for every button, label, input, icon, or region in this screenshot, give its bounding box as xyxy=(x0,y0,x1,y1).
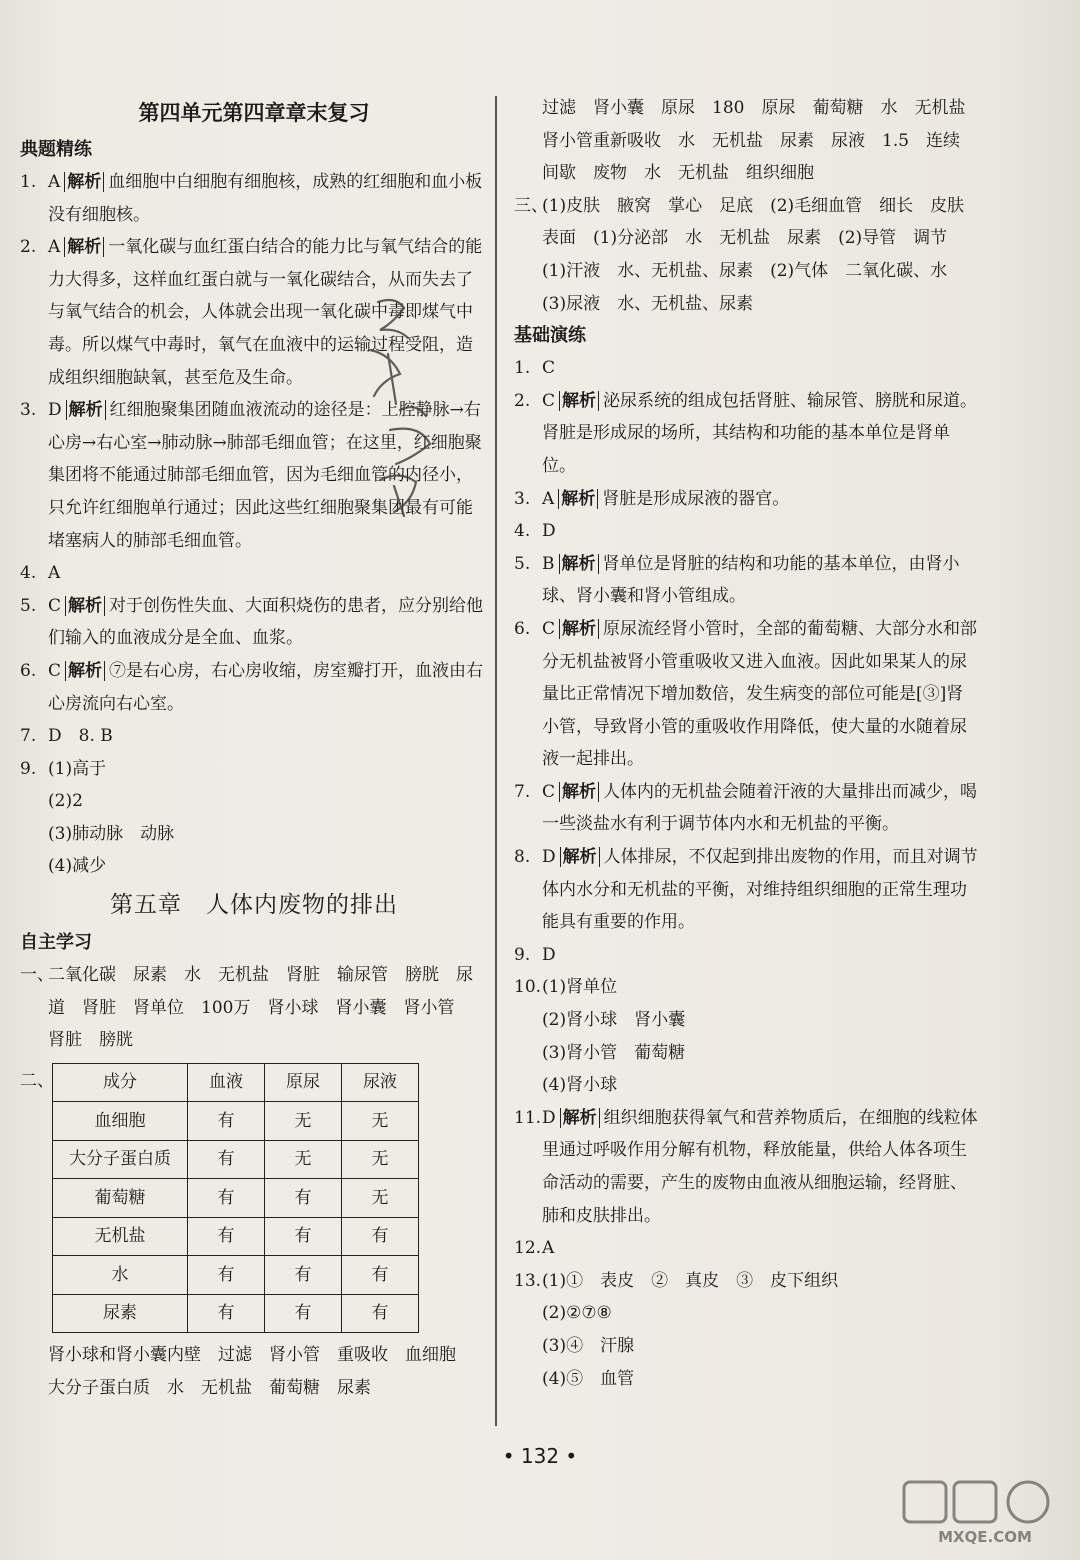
item-answer: (1)① 表皮 ② 真皮 ③ 皮下组织 xyxy=(542,1270,839,1291)
question-three xyxy=(514,190,980,320)
table-header-cell: 原尿 xyxy=(265,1063,342,1102)
item-answer: C xyxy=(48,660,62,681)
answer-item xyxy=(20,590,488,655)
analysis-tag: 解析 xyxy=(559,619,599,639)
question-label: 一、 xyxy=(20,965,54,986)
item-answer: C xyxy=(542,781,556,802)
item-explanation: 对于创伤性失血、大面积烧伤的患者，应分别给他们输入的血液成分是全血、血浆。 xyxy=(48,595,484,649)
table-row xyxy=(53,1217,419,1256)
answer-item xyxy=(514,776,980,841)
item-explanation: 肾单位是肾脏的结构和功能的基本单位，由肾小球、肾小囊和肾小管组成。 xyxy=(542,553,960,607)
table-cell: 葡萄糖 xyxy=(53,1179,188,1218)
table-cell: 无机盐 xyxy=(53,1217,188,1256)
answer-item-11 xyxy=(514,1102,980,1232)
item-explanation: 一氧化碳与血红蛋白结合的能力比与氧气结合的能力大得多，这样血红蛋白就与一氧化碳结合，从而失去了与氧气结合的机会，人体就会出现一氧化碳中毒即煤气中毒。所以煤气中毒时，氧气在血液中的运输过程受阻，造成组织细胞缺氧，甚至危及生命。 xyxy=(48,237,483,388)
table-cell: 水 xyxy=(53,1256,188,1295)
section-heading-basic-practice: 基础演练 xyxy=(514,325,586,347)
item-explanation: ⑦是右心房，右心房收缩，房室瓣打开，血液由右心房流向右心室。 xyxy=(48,660,484,714)
item10-sub: (3)肾小管 葡萄糖 xyxy=(542,1042,686,1063)
item-number: 5. xyxy=(20,595,37,616)
answer-item xyxy=(514,971,980,1004)
question-label: 二、 xyxy=(20,1070,54,1091)
table-cell: 无 xyxy=(342,1140,419,1179)
item10-sub: (2)肾小球 肾小囊 xyxy=(542,1010,686,1031)
table-cell: 有 xyxy=(265,1294,342,1333)
question-two xyxy=(20,1063,488,1334)
item-answer: A xyxy=(542,1238,555,1259)
item-number: 7. xyxy=(20,726,37,747)
answer-item-12 xyxy=(514,1232,980,1265)
page-number: • 132 • xyxy=(502,1444,578,1468)
table-cell: 血细胞 xyxy=(53,1102,188,1141)
item-number: 10. xyxy=(514,977,542,998)
item10-sub: (4)肾小球 xyxy=(542,1075,618,1096)
item-explanation: 原尿流经肾小管时，全部的葡萄糖、大部分水和部分无机盐被肾小管重吸收又进入血液。因此如果某人的尿量比正常情况下增加数倍，发生病变的部位可能是[③]肾小管，导致肾小管的重吸收作用降低，使大量的水随着尿液一起排出。 xyxy=(542,618,978,770)
watermark-logo xyxy=(900,1478,1070,1548)
item-answer: A xyxy=(48,172,61,192)
analysis-tag: 解析 xyxy=(64,172,104,192)
table-cell: 有 xyxy=(188,1140,265,1179)
item-answer: A xyxy=(48,563,61,584)
analysis-tag: 解析 xyxy=(560,847,600,867)
answer-item xyxy=(514,939,980,972)
item-number: 9. xyxy=(514,944,531,965)
item13-sub: (4)⑤ 血管 xyxy=(542,1368,635,1389)
analysis-tag: 解析 xyxy=(65,596,105,616)
analysis-tag: 解析 xyxy=(64,237,104,257)
table-cell: 有 xyxy=(188,1102,265,1141)
item-number: 4. xyxy=(20,563,37,584)
answer-item xyxy=(20,655,488,720)
item-number: 6. xyxy=(514,618,531,639)
table-cell: 有 xyxy=(342,1256,419,1295)
question-three-text: (1)皮肤 腋窝 掌心 足底 (2)毛细血管 细长 皮肤表面 (1)分泌部 水 无机盐 尿素 (2)导管 调节 (1)汗液 水、无机盐、尿素 (2)气体 二氧化碳、水 (3)尿液 水、无机盐、尿素 xyxy=(542,195,965,314)
item-number: 4. xyxy=(514,521,531,542)
item-number: 7. xyxy=(514,781,531,802)
item-number: 1. xyxy=(514,358,531,379)
analysis-tag: 解析 xyxy=(65,661,105,681)
section-heading-practice: 典题精练 xyxy=(20,139,92,160)
table-row xyxy=(53,1256,419,1295)
item-number: 11. xyxy=(514,1107,542,1128)
right-answer-list xyxy=(514,352,980,1004)
item-explanation: 泌尿系统的组成包括肾脏、输尿管、膀胱和尿道。肾脏是形成尿的场所，其结构和功能的基本单位是肾单位。 xyxy=(542,390,978,476)
item9-sub: (3)肺动脉 动脉 xyxy=(48,823,175,844)
section-heading-self-study: 自主学习 xyxy=(20,932,92,954)
chapter-title: 第五章 人体内废物的排出 xyxy=(110,892,398,919)
item-answer: A xyxy=(542,488,555,509)
table-cell: 有 xyxy=(188,1294,265,1333)
answer-item xyxy=(514,613,980,776)
svg-text:MXQE.COM: MXQE.COM xyxy=(938,1528,1032,1546)
column-divider xyxy=(495,96,497,1426)
table-cell: 有 xyxy=(265,1256,342,1295)
item-number: 2. xyxy=(514,390,531,411)
item13-sub: (2)②⑦⑧ xyxy=(542,1303,612,1324)
item-number: 5. xyxy=(514,553,531,574)
composition-table xyxy=(52,1063,419,1334)
item-answer: D xyxy=(542,847,556,868)
table-cell: 无 xyxy=(342,1179,419,1218)
answer-item xyxy=(514,841,980,939)
handwritten-marks xyxy=(340,290,470,520)
analysis-tag: 解析 xyxy=(560,1108,600,1128)
table-followup-text: 肾小球和肾小囊内壁 过滤 肾小管 重吸收 血细胞 大分子蛋白质 水 无机盐 葡萄糖 尿素 xyxy=(48,1345,473,1398)
item9-sub: (4)减少 xyxy=(48,856,107,877)
table-cell: 有 xyxy=(265,1217,342,1256)
table-row xyxy=(53,1102,419,1141)
table-cell: 尿素 xyxy=(53,1294,188,1333)
item-answer: C xyxy=(48,595,62,616)
item-number: 8. xyxy=(514,847,531,868)
table-cell: 有 xyxy=(188,1256,265,1295)
item-answer: D xyxy=(542,521,556,542)
item-number: 13. xyxy=(514,1270,542,1291)
item-answer: C xyxy=(542,358,556,379)
table-cell: 无 xyxy=(342,1102,419,1141)
table-header-cell: 尿液 xyxy=(342,1063,419,1102)
table-cell: 无 xyxy=(265,1102,342,1141)
analysis-tag: 解析 xyxy=(558,489,598,509)
table-cell: 有 xyxy=(342,1217,419,1256)
item-answer: C xyxy=(542,618,556,639)
continued-answers: 过滤 肾小囊 原尿 180 原尿 葡萄糖 水 无机盐 肾小管重新吸收 水 无机盐 尿素 尿液 1.5 连续 间歇 废物 水 无机盐 组织细胞 xyxy=(542,98,983,184)
table-header-cell: 成分 xyxy=(53,1063,188,1102)
table-cell: 有 xyxy=(188,1217,265,1256)
question-one xyxy=(20,959,488,1057)
answer-item xyxy=(20,557,488,590)
item-explanation: 血细胞中白细胞有细胞核，成熟的红细胞和血小板没有细胞核。 xyxy=(48,172,483,225)
answer-item xyxy=(514,548,980,613)
item-explanation: 组织细胞获得氧气和营养物质后，在细胞的线粒体里通过呼吸作用分解有机物，释放能量，供给人体各项生命活动的需要，产生的废物由血液从细胞运输，经肾脏、肺和皮肤排出。 xyxy=(542,1107,978,1226)
item-explanation: 人体排尿，不仅起到排出废物的作用，而且对调节体内水分和无机盐的平衡，对维持组织细胞的正常生理功能具有重要的作用。 xyxy=(542,847,978,933)
item9-sub: (2)2 xyxy=(48,791,83,812)
table-cell: 有 xyxy=(188,1179,265,1218)
item-answer: D xyxy=(48,400,62,421)
item-explanation: 人体内的无机盐会随着汗液的大量排出而减少，喝一些淡盐水有利于调节体内水和无机盐的平衡。 xyxy=(542,781,978,835)
item-answer: A xyxy=(48,237,61,258)
item-number: 6. xyxy=(20,660,37,681)
table-cell: 无 xyxy=(265,1140,342,1179)
item-answer: D xyxy=(542,1107,556,1128)
answer-item xyxy=(514,385,980,483)
table-body xyxy=(53,1102,419,1333)
table-header-row xyxy=(53,1063,419,1102)
item-number: 2. xyxy=(20,237,37,258)
item-number: 3. xyxy=(20,400,37,421)
item13-sub: (3)④ 汗腺 xyxy=(542,1335,635,1356)
item-answer: D xyxy=(542,944,556,965)
review-title: 第四单元第四章章末复习 xyxy=(138,100,370,125)
table-row xyxy=(53,1140,419,1179)
analysis-tag: 解析 xyxy=(559,391,599,411)
item-number: 1. xyxy=(20,172,37,192)
table-cell: 大分子蛋白质 xyxy=(53,1140,188,1179)
analysis-tag: 解析 xyxy=(559,782,599,802)
item-number: 3. xyxy=(514,488,531,509)
item-answer: (1)高于 xyxy=(48,758,107,779)
answer-item xyxy=(20,753,488,786)
question-one-text: 二氧化碳 尿素 水 无机盐 肾脏 输尿管 膀胱 尿道 肾脏 肾单位 100万 肾小球 肾小囊 肾小管 肾脏 膀胱 xyxy=(48,965,473,1051)
answer-item xyxy=(514,515,980,548)
right-column xyxy=(514,92,983,1395)
table-row xyxy=(53,1179,419,1218)
item-explanation: 红细胞聚集团随血液流动的途径是：上腔静脉→右心房→右心室→肺动脉→肺部毛细血管；在这里，红细胞聚集团将不能通过肺部毛细血管，因为毛细血管的内径小，只允许红细胞单行通过；因此这些红细胞聚集团最有可能堵塞病人的肺部毛细血管。 xyxy=(48,400,482,551)
item-number: 12. xyxy=(514,1238,542,1259)
item-answer: D 8. B xyxy=(48,726,113,747)
answer-item xyxy=(20,166,488,231)
answer-item xyxy=(20,720,488,753)
question-label: 三、 xyxy=(514,195,548,216)
answer-item xyxy=(514,483,980,516)
item-answer: C xyxy=(542,390,556,411)
analysis-tag: 解析 xyxy=(66,400,106,420)
item-answer: (1)肾单位 xyxy=(542,977,618,998)
left-column xyxy=(20,92,488,1405)
item-number: 9. xyxy=(20,758,37,779)
item-answer: B xyxy=(542,553,555,574)
table-cell: 有 xyxy=(265,1179,342,1218)
answer-item-13 xyxy=(514,1265,980,1298)
answer-item xyxy=(514,352,980,385)
analysis-tag: 解析 xyxy=(559,554,599,574)
table-row xyxy=(53,1294,419,1333)
table-cell: 有 xyxy=(342,1294,419,1333)
table-header-cell: 血液 xyxy=(188,1063,265,1102)
item-explanation: 肾脏是形成尿液的器官。 xyxy=(602,488,790,509)
